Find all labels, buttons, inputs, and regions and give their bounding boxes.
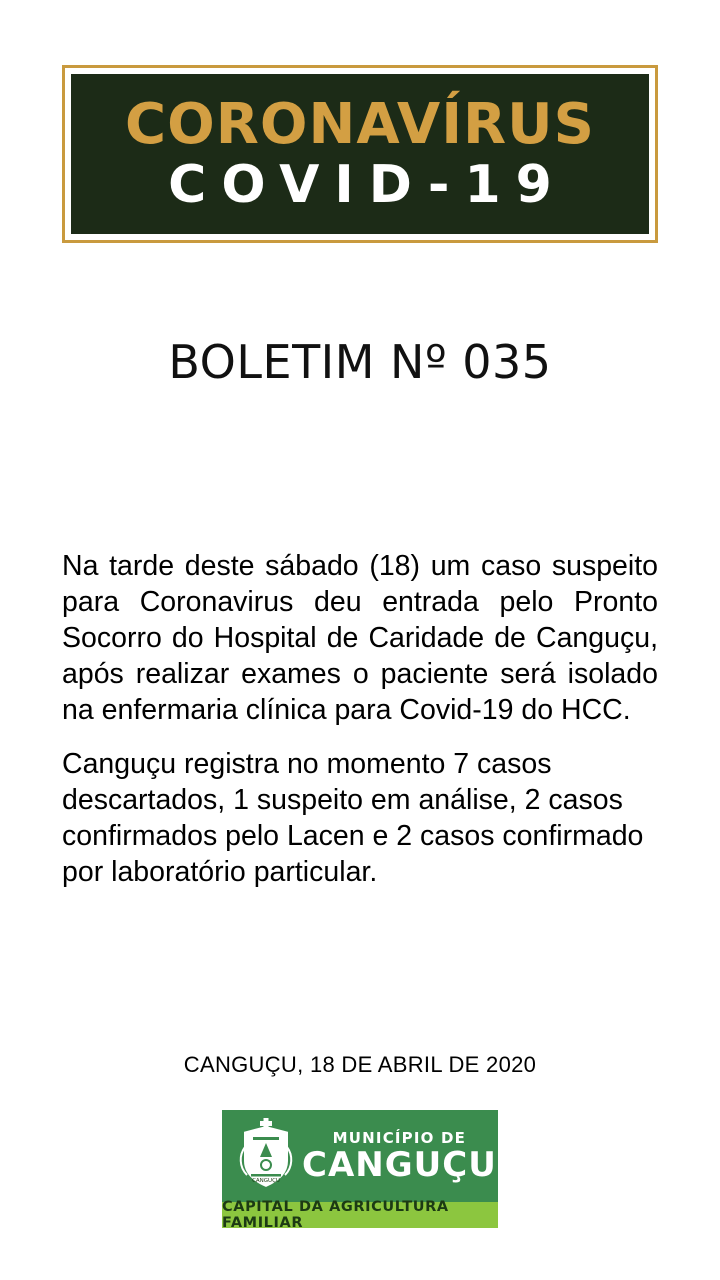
logo-line-cangucu: CANGUÇU <box>302 1144 497 1185</box>
banner-subtitle-covid19: COVID-19 <box>168 155 567 215</box>
body-paragraph-1: Na tarde deste sábado (18) um caso suspeito para Coronavirus deu entrada pelo Pronto Socorro do Hospital de Caridade de Canguçu, após realizar exames o paciente será isolado na enfermaria clínica para Covid-19 do HCC. <box>62 550 658 726</box>
covid-banner <box>62 65 658 243</box>
logo-tagline-strip <box>222 1199 498 1231</box>
banner-title-coronavirus: CORONAVÍRUS <box>125 92 595 157</box>
logo-line-municipio: MUNICÍPIO DE <box>332 1128 467 1147</box>
logo-tagline-text: CAPITAL DA AGRICULTURA FAMILIAR <box>222 1199 449 1231</box>
bulletin-body <box>62 548 658 890</box>
coat-of-arms-icon <box>230 1116 302 1196</box>
logo-text-group <box>302 1128 503 1185</box>
dateline: CANGUÇU, 18 DE ABRIL DE 2020 <box>183 1052 537 1077</box>
municipality-logo <box>222 1110 498 1231</box>
covid-banner-inner <box>71 74 649 234</box>
body-paragraph-2: Canguçu registra no momento 7 casos descartados, 1 suspeito em análise, 2 casos confirmados pelo Lacen e 2 casos confirmado por laboratório particular. <box>62 748 644 888</box>
logo-main-block <box>222 1110 498 1202</box>
page-title: BOLETIM Nº 035 <box>168 335 552 389</box>
svg-text:CANGUÇU: CANGUÇU <box>252 1178 280 1184</box>
